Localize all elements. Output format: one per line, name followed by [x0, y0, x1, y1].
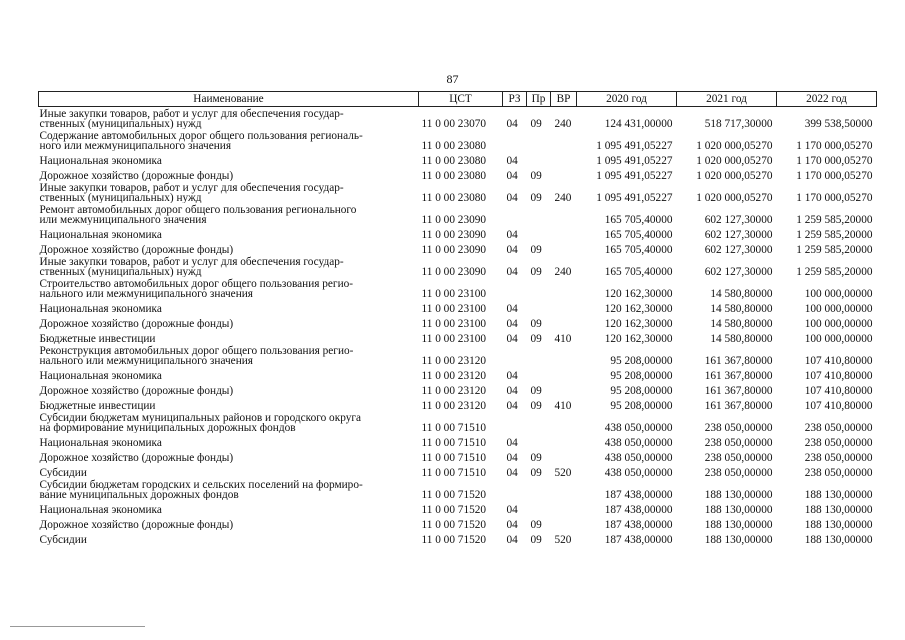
row-2021: 161 367,80000 — [704, 400, 773, 411]
row-name-line: Строительство автомобильных дорог общего пользования регио- — [39, 278, 354, 290]
row-pr: 09 — [530, 452, 542, 463]
row-pr — [527, 411, 551, 433]
row-cst: 11 0 00 71510 — [421, 452, 487, 463]
row-2022: 1 170 000,05270 — [796, 192, 873, 203]
table-row — [39, 314, 877, 329]
table-row — [39, 500, 877, 515]
table-row — [39, 129, 877, 151]
row-name-line: Содержание автомобильных дорог общего пользования региональ- — [39, 130, 363, 142]
row-vr — [551, 277, 577, 299]
row-rz — [503, 344, 527, 366]
row-2020: 187 438,00000 — [604, 519, 673, 530]
row-pr — [527, 500, 551, 515]
row-name-line: нального или межмуниципального значения — [39, 355, 253, 366]
row-rz: 04 — [506, 467, 518, 478]
table-row — [39, 203, 877, 225]
table-row — [39, 240, 877, 255]
row-2021: 14 580,80000 — [710, 318, 773, 329]
row-2020: 120 162,30000 — [604, 333, 673, 344]
row-2021: 238 050,00000 — [704, 437, 773, 448]
row-cst: 11 0 00 71520 — [421, 489, 487, 500]
row-cst: 11 0 00 23120 — [421, 355, 487, 366]
table-row — [39, 530, 877, 545]
row-name-line: Национальная экономика — [39, 504, 162, 515]
row-cst: 11 0 00 23100 — [421, 303, 487, 314]
row-vr — [551, 448, 577, 463]
row-vr — [551, 381, 577, 396]
footer-divider — [10, 626, 145, 627]
row-2020: 124 431,00000 — [604, 118, 673, 129]
row-name-line: Национальная экономика — [39, 437, 162, 448]
row-pr: 09 — [530, 266, 542, 277]
row-vr: 520 — [554, 467, 572, 478]
budget-table — [38, 91, 877, 545]
row-2020: 95 208,00000 — [610, 400, 673, 411]
row-2020: 187 438,00000 — [604, 504, 673, 515]
table-row — [39, 396, 877, 411]
row-name — [39, 329, 419, 344]
row-cst: 11 0 00 71520 — [421, 534, 487, 545]
row-2022: 1 259 585,20000 — [796, 214, 873, 225]
row-2021: 161 367,80000 — [704, 385, 773, 396]
row-2020: 165 705,40000 — [604, 266, 673, 277]
row-vr: 240 — [554, 118, 572, 129]
row-2022: 238 050,00000 — [804, 422, 873, 433]
row-name-line: Ремонт автомобильных дорог общего пользования регионального — [39, 204, 357, 216]
row-2021: 1 020 000,05270 — [696, 155, 773, 166]
row-rz: 04 — [506, 229, 518, 240]
row-cst: 11 0 00 23100 — [421, 288, 487, 299]
row-vr: 240 — [554, 266, 572, 277]
row-rz: 04 — [506, 170, 518, 181]
row-vr — [551, 203, 577, 225]
row-rz — [503, 203, 527, 225]
row-name — [39, 530, 419, 545]
header-vr: ВР — [551, 92, 577, 107]
row-cst: 11 0 00 23120 — [421, 400, 487, 411]
row-2022: 1 259 585,20000 — [796, 244, 873, 255]
row-cst: 11 0 00 71510 — [421, 437, 487, 448]
row-vr — [551, 225, 577, 240]
row-rz: 04 — [506, 370, 518, 381]
row-pr — [527, 344, 551, 366]
row-2020: 438 050,00000 — [604, 452, 673, 463]
row-2021: 1 020 000,05270 — [696, 192, 773, 203]
row-pr — [527, 433, 551, 448]
row-2022: 1 170 000,05270 — [796, 155, 873, 166]
row-2022: 1 259 585,20000 — [796, 229, 873, 240]
row-2022: 188 130,00000 — [804, 489, 873, 500]
row-name-line: Дорожное хозяйство (дорожные фонды) — [39, 318, 234, 329]
row-name-line: Дорожное хозяйство (дорожные фонды) — [39, 244, 234, 255]
table-header-row — [39, 92, 877, 107]
row-pr — [527, 203, 551, 225]
row-vr — [551, 240, 577, 255]
row-rz: 04 — [506, 244, 518, 255]
row-name — [39, 478, 419, 500]
row-2021: 238 050,00000 — [704, 422, 773, 433]
row-rz — [503, 129, 527, 151]
table-row — [39, 448, 877, 463]
row-2022: 1 170 000,05270 — [796, 170, 873, 181]
row-name — [39, 277, 419, 299]
row-name-line: Дорожное хозяйство (дорожные фонды) — [39, 452, 234, 463]
row-2021: 14 580,80000 — [710, 288, 773, 299]
row-name — [39, 203, 419, 225]
row-2020: 438 050,00000 — [604, 422, 673, 433]
row-2020: 187 438,00000 — [604, 489, 673, 500]
row-pr — [527, 129, 551, 151]
row-2021: 188 130,00000 — [704, 534, 773, 545]
row-2021: 1 020 000,05270 — [696, 140, 773, 151]
row-vr — [551, 129, 577, 151]
row-2022: 100 000,00000 — [804, 288, 873, 299]
table-row — [39, 181, 877, 203]
row-pr: 09 — [530, 170, 542, 181]
row-2020: 1 095 491,05227 — [596, 192, 673, 203]
row-vr — [551, 344, 577, 366]
row-2021: 602 127,30000 — [704, 214, 773, 225]
row-name-line: Бюджетные инвестиции — [39, 333, 156, 344]
table-row — [39, 166, 877, 181]
row-cst: 11 0 00 23080 — [421, 140, 487, 151]
row-2020: 1 095 491,05227 — [596, 155, 673, 166]
row-2021: 14 580,80000 — [710, 333, 773, 344]
row-2021: 188 130,00000 — [704, 504, 773, 515]
row-rz: 04 — [506, 400, 518, 411]
row-rz: 04 — [506, 519, 518, 530]
header-2022: 2022 год — [777, 92, 877, 107]
row-cst: 11 0 00 71520 — [421, 519, 487, 530]
row-2020: 438 050,00000 — [604, 437, 673, 448]
row-cst: 11 0 00 23080 — [421, 170, 487, 181]
table-row — [39, 329, 877, 344]
row-2022: 107 410,80000 — [804, 400, 873, 411]
row-name-line: на формирование муниципальных дорожных фондов — [39, 422, 296, 433]
row-2022: 100 000,00000 — [804, 318, 873, 329]
row-name-line: вание муниципальных дорожных фондов — [39, 489, 239, 500]
row-2021: 238 050,00000 — [704, 452, 773, 463]
row-pr: 09 — [530, 192, 542, 203]
row-cst: 11 0 00 23100 — [421, 318, 487, 329]
row-pr — [527, 299, 551, 314]
header-name: Наименование — [39, 92, 419, 107]
row-name — [39, 448, 419, 463]
row-2021: 161 367,80000 — [704, 355, 773, 366]
row-pr: 09 — [530, 244, 542, 255]
row-2021: 602 127,30000 — [704, 244, 773, 255]
row-cst: 11 0 00 23100 — [421, 333, 487, 344]
row-2020: 95 208,00000 — [610, 385, 673, 396]
row-pr — [527, 225, 551, 240]
row-name-line: Национальная экономика — [39, 370, 162, 381]
row-cst: 11 0 00 23080 — [421, 155, 487, 166]
row-name — [39, 181, 419, 203]
table-row — [39, 277, 877, 299]
row-2021: 602 127,30000 — [704, 229, 773, 240]
table-row — [39, 515, 877, 530]
table-row — [39, 107, 877, 130]
row-2020: 438 050,00000 — [604, 467, 673, 478]
row-name — [39, 129, 419, 151]
row-pr: 09 — [530, 467, 542, 478]
row-name-line: или межмуниципального значения — [39, 214, 207, 225]
header-2021: 2021 год — [677, 92, 777, 107]
row-2022: 100 000,00000 — [804, 333, 873, 344]
row-name-line: ственных (муниципальных) нужд — [39, 118, 202, 129]
header-cst: ЦСТ — [419, 92, 503, 107]
row-name — [39, 166, 419, 181]
row-cst: 11 0 00 23120 — [421, 370, 487, 381]
row-name — [39, 314, 419, 329]
row-pr: 09 — [530, 333, 542, 344]
row-cst: 11 0 00 71510 — [421, 422, 487, 433]
row-name-line: Дорожное хозяйство (дорожные фонды) — [39, 519, 234, 530]
row-2020: 120 162,30000 — [604, 318, 673, 329]
row-vr — [551, 314, 577, 329]
row-vr: 410 — [554, 333, 572, 344]
row-pr: 09 — [530, 385, 542, 396]
row-cst: 11 0 00 23070 — [421, 118, 487, 129]
row-cst: 11 0 00 23080 — [421, 192, 487, 203]
row-name — [39, 515, 419, 530]
row-2021: 518 717,30000 — [704, 118, 773, 129]
row-2020: 165 705,40000 — [604, 244, 673, 255]
row-pr: 09 — [530, 318, 542, 329]
row-name — [39, 411, 419, 433]
row-name — [39, 151, 419, 166]
row-name — [39, 344, 419, 366]
row-rz: 04 — [506, 318, 518, 329]
row-2020: 1 095 491,05227 — [596, 140, 673, 151]
row-2022: 188 130,00000 — [804, 534, 873, 545]
row-pr — [527, 151, 551, 166]
row-2022: 238 050,00000 — [804, 452, 873, 463]
row-2020: 95 208,00000 — [610, 355, 673, 366]
row-pr — [527, 366, 551, 381]
row-cst: 11 0 00 23090 — [421, 244, 487, 255]
table-row — [39, 478, 877, 500]
row-name — [39, 500, 419, 515]
row-name-line: Иные закупки товаров, работ и услуг для обеспечения государ- — [39, 182, 344, 194]
row-name — [39, 240, 419, 255]
row-2020: 165 705,40000 — [604, 214, 673, 225]
row-name — [39, 255, 419, 277]
row-2021: 14 580,80000 — [710, 303, 773, 314]
table-row — [39, 463, 877, 478]
row-2021: 1 020 000,05270 — [696, 170, 773, 181]
row-name — [39, 299, 419, 314]
row-vr — [551, 151, 577, 166]
row-cst: 11 0 00 71520 — [421, 504, 487, 515]
row-vr: 410 — [554, 400, 572, 411]
row-name — [39, 107, 419, 130]
header-2020: 2020 год — [577, 92, 677, 107]
row-2020: 120 162,30000 — [604, 288, 673, 299]
row-name-line: нального или межмуниципального значения — [39, 288, 253, 299]
row-2022: 188 130,00000 — [804, 504, 873, 515]
row-2021: 161 367,80000 — [704, 370, 773, 381]
row-vr — [551, 366, 577, 381]
row-rz: 04 — [506, 534, 518, 545]
row-rz: 04 — [506, 192, 518, 203]
row-rz: 04 — [506, 118, 518, 129]
row-2020: 95 208,00000 — [610, 370, 673, 381]
row-vr — [551, 411, 577, 433]
row-name-line: ственных (муниципальных) нужд — [39, 192, 202, 203]
table-row — [39, 344, 877, 366]
row-rz — [503, 277, 527, 299]
table-row — [39, 366, 877, 381]
table-row — [39, 151, 877, 166]
row-cst: 11 0 00 23090 — [421, 229, 487, 240]
row-pr — [527, 478, 551, 500]
table-body — [39, 107, 877, 546]
row-vr — [551, 515, 577, 530]
row-name-line: ственных (муниципальных) нужд — [39, 266, 202, 277]
row-2022: 188 130,00000 — [804, 519, 873, 530]
row-vr — [551, 433, 577, 448]
row-rz — [503, 478, 527, 500]
row-2021: 188 130,00000 — [704, 519, 773, 530]
table-row — [39, 433, 877, 448]
row-pr: 09 — [530, 118, 542, 129]
row-2020: 1 095 491,05227 — [596, 170, 673, 181]
row-name-line: Иные закупки товаров, работ и услуг для обеспечения государ- — [39, 108, 344, 120]
header-pr: Пр — [527, 92, 551, 107]
row-2022: 399 538,50000 — [804, 118, 873, 129]
row-2021: 238 050,00000 — [704, 467, 773, 478]
row-pr: 09 — [530, 519, 542, 530]
row-name-line: Субсидии бюджетам муниципальных районов и городского округа — [39, 412, 361, 424]
row-cst: 11 0 00 23090 — [421, 266, 487, 277]
row-cst: 11 0 00 23120 — [421, 385, 487, 396]
row-name — [39, 381, 419, 396]
row-name-line: Национальная экономика — [39, 155, 162, 166]
row-2022: 1 259 585,20000 — [796, 266, 873, 277]
row-name-line: Субсидии бюджетам городских и сельских поселений на формиро- — [39, 479, 363, 491]
row-name-line: Дорожное хозяйство (дорожные фонды) — [39, 385, 234, 396]
row-vr — [551, 166, 577, 181]
row-name-line: Дорожное хозяйство (дорожные фонды) — [39, 170, 234, 181]
row-2022: 107 410,80000 — [804, 385, 873, 396]
row-pr: 09 — [530, 400, 542, 411]
row-vr: 520 — [554, 534, 572, 545]
row-rz: 04 — [506, 452, 518, 463]
row-name — [39, 225, 419, 240]
row-vr — [551, 500, 577, 515]
row-vr: 240 — [554, 192, 572, 203]
row-2022: 1 170 000,05270 — [796, 140, 873, 151]
row-2020: 187 438,00000 — [604, 534, 673, 545]
row-rz: 04 — [506, 385, 518, 396]
row-rz: 04 — [506, 437, 518, 448]
row-2021: 188 130,00000 — [704, 489, 773, 500]
row-2022: 238 050,00000 — [804, 467, 873, 478]
row-2022: 107 410,80000 — [804, 370, 873, 381]
row-2022: 238 050,00000 — [804, 437, 873, 448]
table-row — [39, 225, 877, 240]
row-cst: 11 0 00 71510 — [421, 467, 487, 478]
row-pr: 09 — [530, 534, 542, 545]
row-rz: 04 — [506, 303, 518, 314]
row-2021: 602 127,30000 — [704, 266, 773, 277]
row-pr — [527, 277, 551, 299]
row-2022: 100 000,00000 — [804, 303, 873, 314]
row-name-line: Субсидии — [39, 467, 87, 478]
row-cst: 11 0 00 23090 — [421, 214, 487, 225]
row-rz: 04 — [506, 266, 518, 277]
row-name-line: Иные закупки товаров, работ и услуг для обеспечения государ- — [39, 256, 344, 268]
row-2020: 120 162,30000 — [604, 303, 673, 314]
row-name — [39, 433, 419, 448]
row-name-line: ного или межмуниципального значения — [39, 140, 232, 151]
row-rz — [503, 411, 527, 433]
row-vr — [551, 478, 577, 500]
row-2020: 165 705,40000 — [604, 229, 673, 240]
row-name-line: Бюджетные инвестиции — [39, 400, 156, 411]
row-rz: 04 — [506, 504, 518, 515]
row-name-line: Национальная экономика — [39, 303, 162, 314]
row-name-line: Национальная экономика — [39, 229, 162, 240]
row-name — [39, 396, 419, 411]
header-rz: РЗ — [503, 92, 527, 107]
table-row — [39, 381, 877, 396]
row-rz: 04 — [506, 333, 518, 344]
row-vr — [551, 299, 577, 314]
row-name — [39, 463, 419, 478]
table-row — [39, 411, 877, 433]
row-2022: 107 410,80000 — [804, 355, 873, 366]
table-row — [39, 255, 877, 277]
row-rz: 04 — [506, 155, 518, 166]
row-name-line: Реконструкция автомобильных дорог общего пользования регио- — [39, 345, 354, 357]
row-name — [39, 366, 419, 381]
table-row — [39, 299, 877, 314]
page-number: 87 — [446, 72, 459, 86]
row-name-line: Субсидии — [39, 534, 87, 545]
